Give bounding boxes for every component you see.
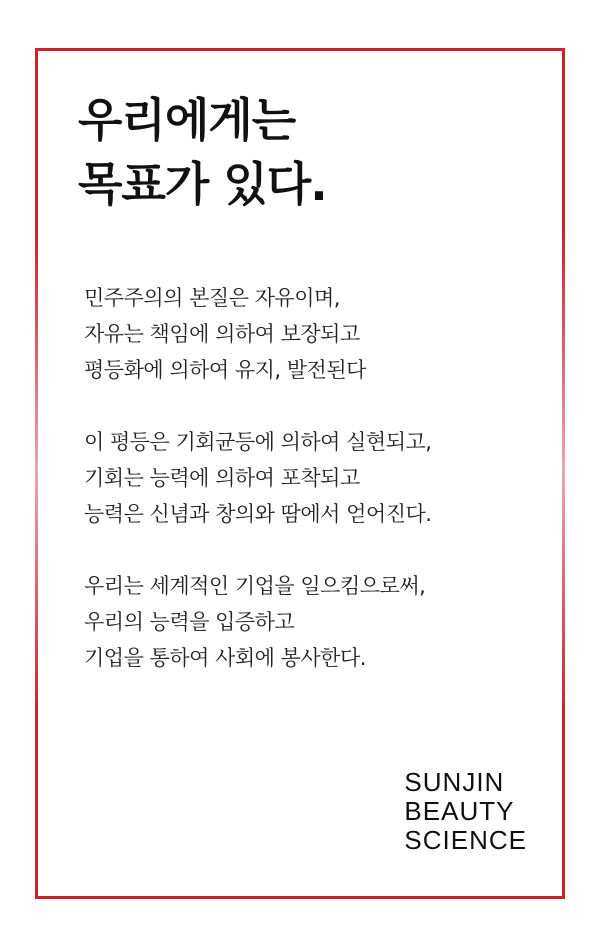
text-line: 자유는 책임에 의하여 보장되고 xyxy=(84,322,360,346)
headline-line: 우리에게는 xyxy=(78,93,296,147)
text-line: 기업을 통하여 사회에 봉사한다. xyxy=(84,646,366,670)
headline xyxy=(78,88,327,216)
text-line: 우리의 능력을 입증하고 xyxy=(84,610,295,634)
brand-logo xyxy=(404,768,527,855)
paragraph-2 xyxy=(84,424,431,532)
brand-line: SUNJIN xyxy=(404,767,505,797)
paragraph-3 xyxy=(84,568,431,676)
text-line: 우리는 세계적인 기업을 일으킴으로써, xyxy=(84,574,426,598)
body-text xyxy=(84,280,431,712)
paragraph-1 xyxy=(84,280,431,388)
text-line: 이 평등은 기회균등에 의하여 실현되고, xyxy=(84,430,432,454)
text-line: 능력은 신념과 창의와 땀에서 얻어진다. xyxy=(84,502,432,526)
text-line: 민주주의의 본질은 자유이며, xyxy=(84,286,340,310)
brand-line: SCIENCE xyxy=(404,825,527,855)
text-line: 기회는 능력에 의하여 포착되고 xyxy=(84,466,360,490)
text-line: 평등화에 의하여 유지, 발전된다 xyxy=(84,358,366,382)
brand-line: BEAUTY xyxy=(404,796,515,826)
headline-line: 목표가 있다. xyxy=(78,157,327,211)
